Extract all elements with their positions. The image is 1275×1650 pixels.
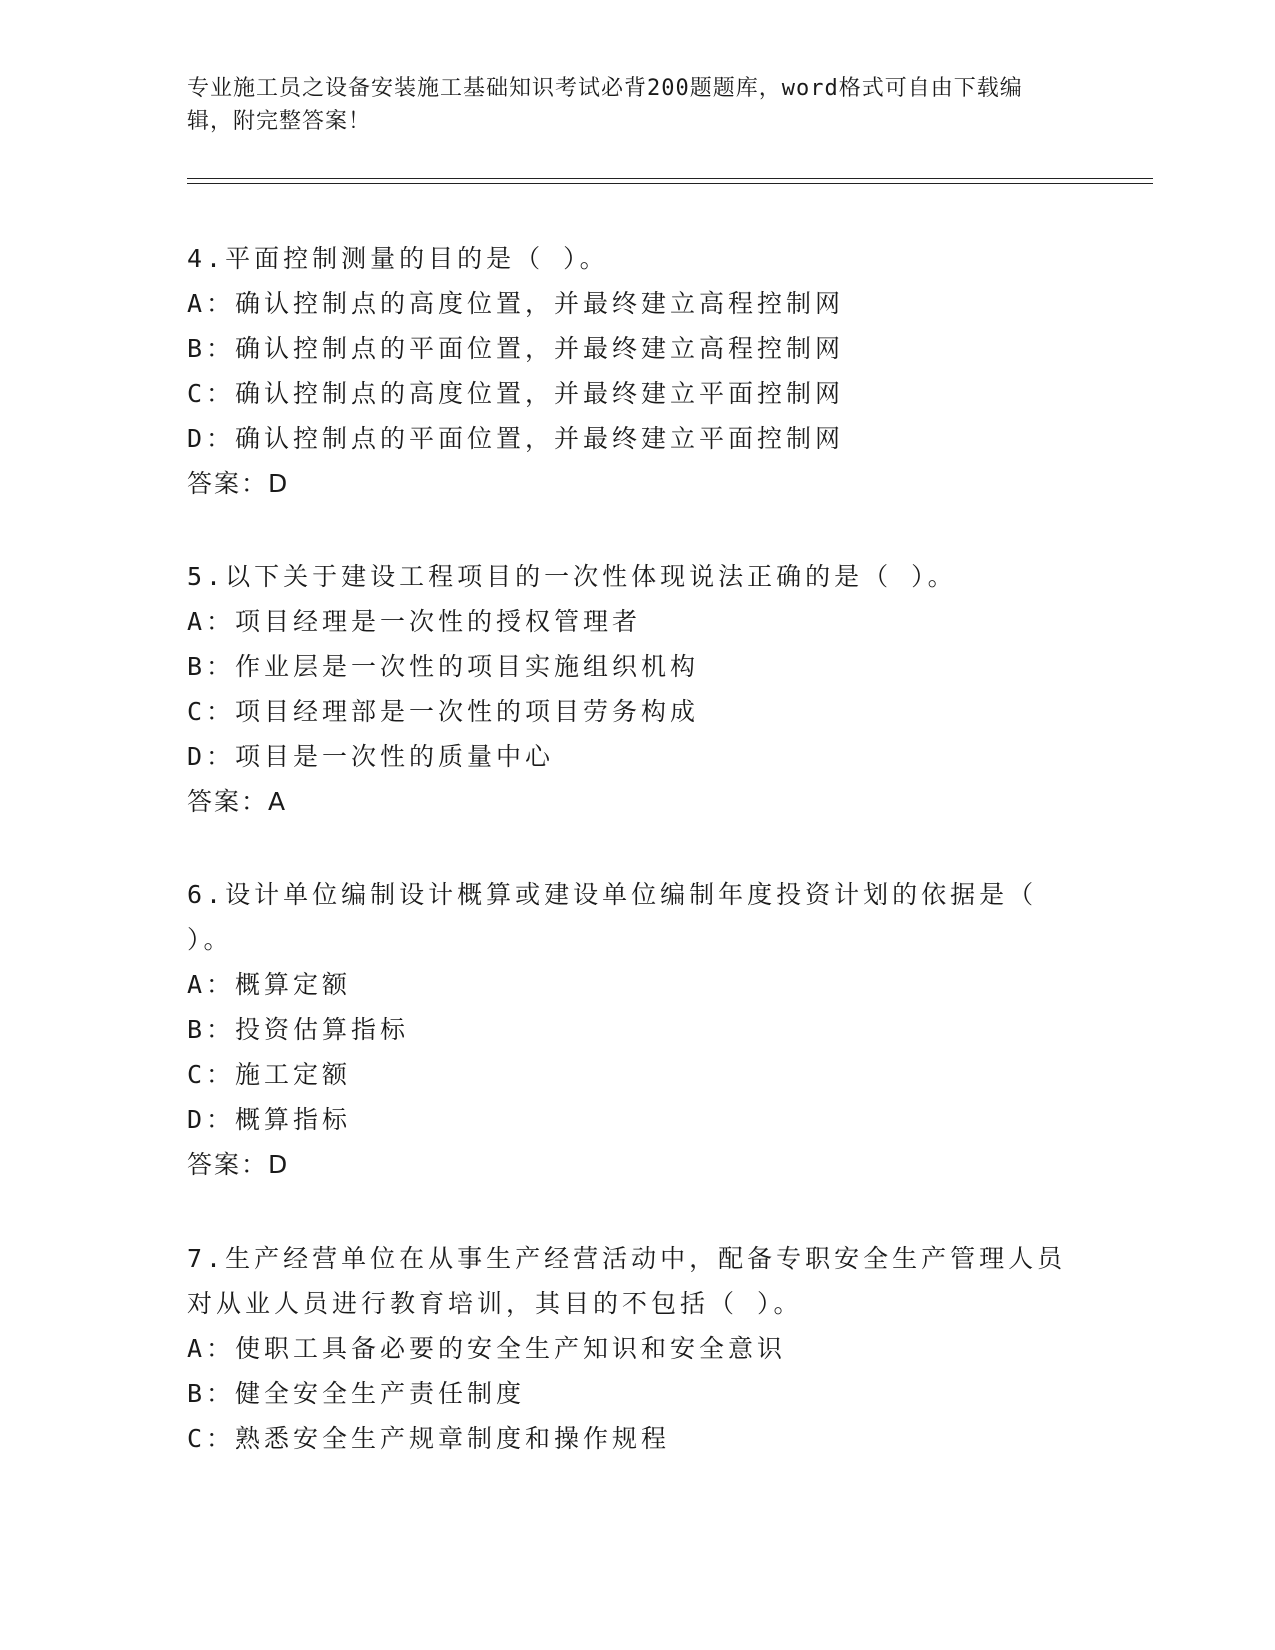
option-d: D：确认控制点的平面位置，并最终建立平面控制网 [187,424,845,453]
answer-line: 答案：A [187,787,288,816]
question-6 [187,872,1067,1187]
option-a: A：确认控制点的高度位置，并最终建立高程控制网 [187,289,845,318]
header-divider-top [187,178,1153,179]
header-divider-bottom [187,183,1153,184]
question-stem: 6.设计单位编制设计概算或建设单位编制年度投资计划的依据是（ ）。 [187,880,1038,954]
answer-line: 答案：D [187,469,290,498]
option-c: C：熟悉安全生产规章制度和操作规程 [187,1424,671,1453]
option-a: A：项目经理是一次性的授权管理者 [187,607,642,636]
option-d: D：概算指标 [187,1105,352,1134]
option-c: C：确认控制点的高度位置，并最终建立平面控制网 [187,379,845,408]
question-stem: 4.平面控制测量的目的是（ ）。 [187,244,609,273]
question-stem: 5.以下关于建设工程项目的一次性体现说法正确的是（ ）。 [187,562,957,591]
question-7 [187,1236,1067,1461]
answer-line: 答案：D [187,1150,290,1179]
option-c: C：施工定额 [187,1060,352,1089]
option-b: B：作业层是一次性的项目实施组织机构 [187,652,700,681]
option-b: B：确认控制点的平面位置，并最终建立高程控制网 [187,334,845,363]
question-4 [187,236,1067,506]
question-5 [187,554,1067,824]
document-intro: 专业施工员之设备安装施工基础知识考试必背200题题库，word格式可自由下载编辑，附完整答案！ [187,76,1023,134]
question-stem: 7.生产经营单位在从事生产经营活动中，配备专职安全生产管理人员对从业人员进行教育培训，其目的不包括（ ）。 [187,1244,1067,1318]
option-a: A：使职工具备必要的安全生产知识和安全意识 [187,1334,787,1363]
option-b: B：健全安全生产责任制度 [187,1379,526,1408]
option-b: B：投资估算指标 [187,1015,410,1044]
option-d: D：项目是一次性的质量中心 [187,742,555,771]
option-c: C：项目经理部是一次性的项目劳务构成 [187,697,700,726]
option-a: A：概算定额 [187,970,352,999]
